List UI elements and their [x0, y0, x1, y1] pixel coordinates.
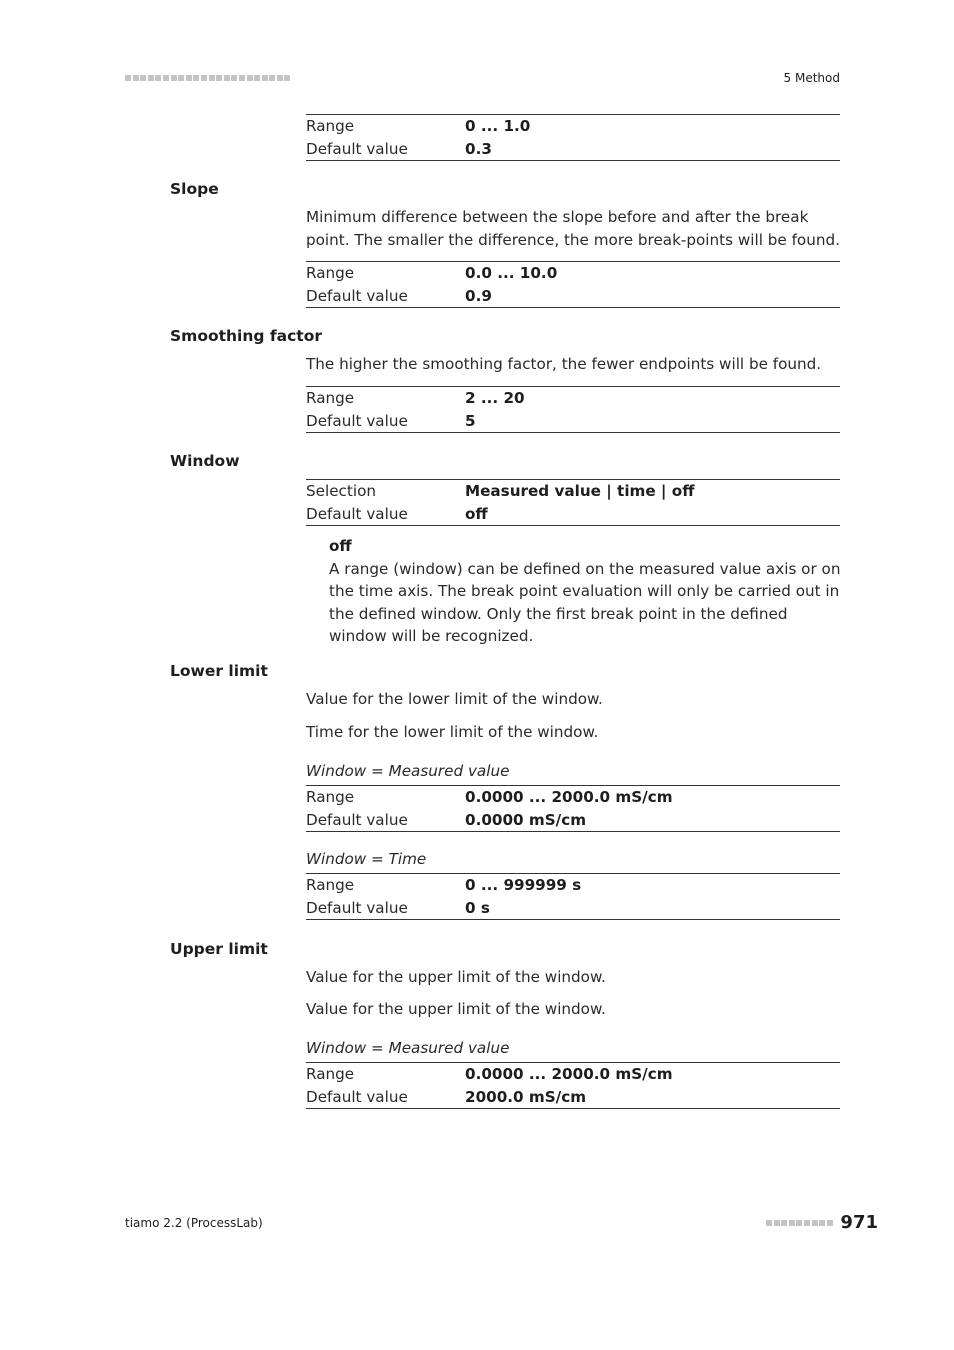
window-option-off [329, 535, 844, 648]
range-value: 0.0000 ... 2000.0 mS/cm [465, 1065, 673, 1083]
range-label: Range [306, 264, 355, 282]
window-table [306, 479, 840, 526]
window-heading: Window [170, 452, 240, 470]
lower-limit-heading: Lower limit [170, 662, 268, 680]
selection-label: Selection [306, 482, 376, 500]
default-value: 0 s [465, 898, 490, 917]
upper-table-measured [306, 1062, 840, 1109]
default-value: 0.3 [465, 139, 492, 158]
range-value: 0 ... 999999 s [465, 876, 582, 894]
option-description: A range (window) can be defined on the measured value axis or on the time axis. The break point evaluation will only be carried out in the defined window. Only the first break point in the defined window will be recognized. [329, 559, 841, 645]
range-value: 0 ... 1.0 [465, 117, 531, 135]
slope-table [306, 261, 840, 308]
smoothing-table [306, 386, 840, 433]
range-label: Range [306, 117, 355, 135]
upper-limit-heading: Upper limit [170, 940, 268, 958]
lower-caption-measured: Window = Measured value [306, 762, 510, 780]
default-value: 0.0000 mS/cm [465, 810, 587, 829]
range-value: 2 ... 20 [465, 389, 525, 407]
footer-page [766, 1212, 878, 1233]
upper-limit-description-2: Value for the upper limit of the window. [306, 1000, 606, 1018]
header-decoration [125, 73, 292, 83]
range-label: Range [306, 876, 355, 894]
footer-product: tiamo 2.2 (ProcessLab) [125, 1216, 263, 1230]
default-label: Default value [306, 139, 408, 158]
header-section: 5 Method [783, 71, 840, 85]
lower-limit-description-2: Time for the lower limit of the window. [306, 723, 599, 741]
slope-description: Minimum difference between the slope before and after the break point. The smaller the difference, the more break-points will be found. [306, 208, 840, 249]
lower-limit-description-1: Value for the lower limit of the window. [306, 690, 603, 708]
default-label: Default value [306, 504, 408, 523]
default-label: Default value [306, 286, 408, 305]
default-value: 2000.0 mS/cm [465, 1087, 587, 1106]
lower-caption-time: Window = Time [306, 850, 427, 868]
default-label: Default value [306, 898, 408, 917]
default-label: Default value [306, 810, 408, 829]
range-label: Range [306, 389, 355, 407]
page-number: 971 [840, 1212, 878, 1233]
default-value: 0.9 [465, 286, 492, 305]
footer-decoration [766, 1220, 834, 1226]
lower-table-measured [306, 785, 840, 832]
option-title: off [329, 537, 352, 555]
default-value: off [465, 504, 488, 523]
param-table-first [306, 114, 840, 161]
default-label: Default value [306, 1087, 408, 1106]
lower-table-time [306, 873, 840, 920]
upper-caption-measured: Window = Measured value [306, 1039, 510, 1057]
range-value: 0.0000 ... 2000.0 mS/cm [465, 788, 673, 806]
range-label: Range [306, 788, 355, 806]
smoothing-description: The higher the smoothing factor, the fewer endpoints will be found. [306, 355, 822, 373]
default-value: 5 [465, 411, 476, 430]
range-value: 0.0 ... 10.0 [465, 264, 558, 282]
smoothing-heading: Smoothing factor [170, 327, 322, 345]
slope-heading: Slope [170, 180, 219, 198]
range-label: Range [306, 1065, 355, 1083]
default-label: Default value [306, 411, 408, 430]
upper-limit-description-1: Value for the upper limit of the window. [306, 968, 606, 986]
selection-value: Measured value | time | off [465, 482, 695, 500]
